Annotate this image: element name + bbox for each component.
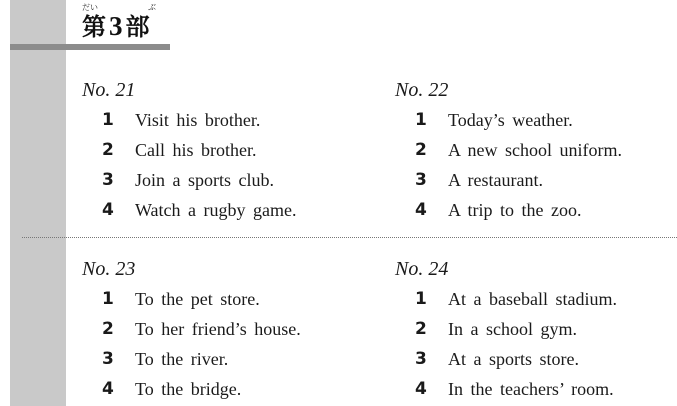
title-suffix: 部 — [125, 13, 151, 41]
header-rule — [10, 44, 170, 50]
option-item[interactable] — [82, 195, 362, 225]
title-ruby-dai: だい — [82, 3, 98, 12]
option-number: 1 — [415, 289, 427, 309]
option-text: At a baseball stadium. — [448, 289, 617, 309]
side-bar — [10, 0, 66, 406]
option-number: 4 — [102, 200, 114, 220]
title-number: 3 — [109, 11, 124, 41]
option-number: 3 — [415, 349, 427, 369]
title-ruby-bu: ぶ — [148, 3, 156, 12]
option-number: 2 — [102, 140, 114, 160]
option-text: Join a sports club. — [135, 170, 274, 190]
option-number: 1 — [415, 110, 427, 130]
question-label: No. 23 — [82, 258, 136, 280]
option-number: 4 — [415, 200, 427, 220]
option-text: Today’s weather. — [448, 110, 573, 130]
option-item[interactable] — [82, 344, 362, 374]
question-24 — [395, 257, 675, 404]
option-item[interactable] — [395, 195, 675, 225]
option-number: 3 — [415, 170, 427, 190]
option-text: In a school gym. — [448, 319, 577, 339]
option-number: 4 — [102, 379, 114, 399]
option-text: Watch a rugby game. — [135, 200, 297, 220]
option-item[interactable] — [395, 284, 675, 314]
option-item[interactable] — [82, 165, 362, 195]
option-text: A trip to the zoo. — [448, 200, 582, 220]
option-item[interactable] — [82, 135, 362, 165]
question-label: No. 24 — [395, 258, 449, 280]
option-item[interactable] — [395, 374, 675, 404]
option-text: Visit his brother. — [135, 110, 261, 130]
question-label: No. 22 — [395, 79, 449, 101]
option-number: 1 — [102, 110, 114, 130]
option-text: To the river. — [135, 349, 229, 369]
option-item[interactable] — [395, 344, 675, 374]
option-item[interactable] — [82, 374, 362, 404]
option-item[interactable] — [395, 165, 675, 195]
option-text: To the bridge. — [135, 379, 242, 399]
option-item[interactable] — [395, 105, 675, 135]
option-number: 3 — [102, 349, 114, 369]
option-text: To the pet store. — [135, 289, 260, 309]
option-text: A restaurant. — [448, 170, 543, 190]
option-text: At a sports store. — [448, 349, 579, 369]
question-label: No. 21 — [82, 79, 136, 101]
option-number: 4 — [415, 379, 427, 399]
option-item[interactable] — [82, 105, 362, 135]
option-text: To her friend’s house. — [135, 319, 301, 339]
option-number: 1 — [102, 289, 114, 309]
question-22 — [395, 78, 675, 225]
option-text: A new school uniform. — [448, 140, 622, 160]
option-item[interactable] — [82, 284, 362, 314]
option-text: In the teachers’ room. — [448, 379, 614, 399]
option-number: 3 — [102, 170, 114, 190]
option-item[interactable] — [395, 135, 675, 165]
question-23 — [82, 257, 362, 404]
option-number: 2 — [415, 140, 427, 160]
title-prefix: 第 — [82, 13, 107, 41]
page-title — [82, 12, 151, 41]
section-divider — [22, 237, 677, 238]
option-number: 2 — [102, 319, 114, 339]
option-text: Call his brother. — [135, 140, 257, 160]
option-item[interactable] — [82, 314, 362, 344]
option-item[interactable] — [395, 314, 675, 344]
option-number: 2 — [415, 319, 427, 339]
question-21 — [82, 78, 362, 225]
